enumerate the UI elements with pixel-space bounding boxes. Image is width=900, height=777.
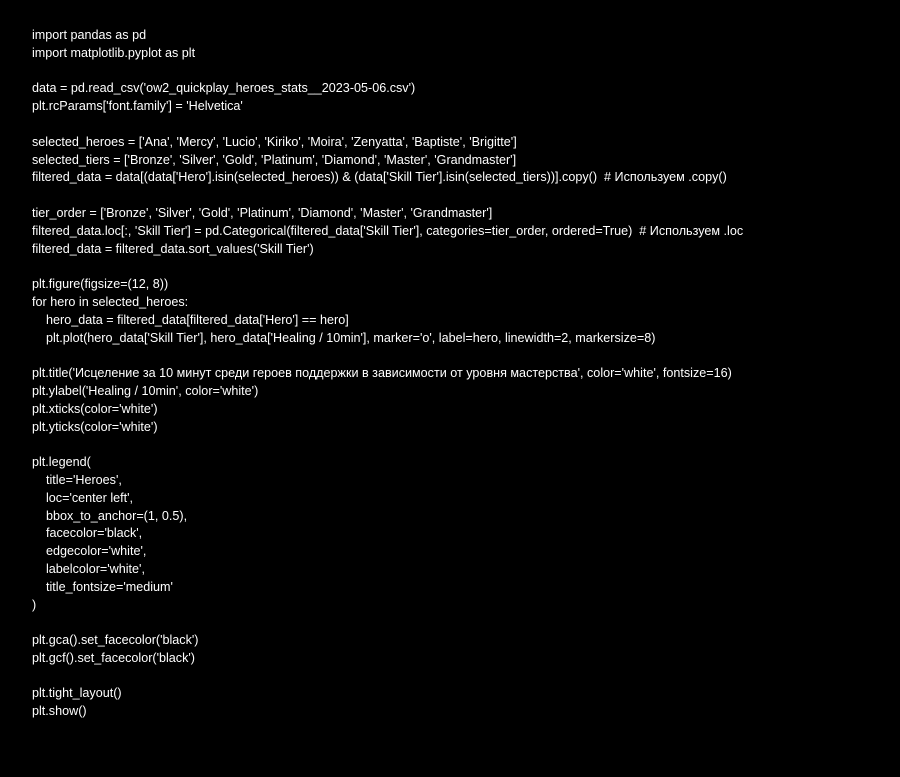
code-line: selected_tiers = ['Bronze', 'Silver', 'Gold', 'Platinum', 'Diamond', 'Master', 'Grandmaster'] [32,152,517,167]
code-line: data = pd.read_csv('ow2_quickplay_heroes_stats__2023-05-06.csv') [32,81,416,96]
code-line: plt.legend( [32,455,91,470]
code-line: plt.figure(figsize=(12, 8)) [32,277,169,292]
code-line: filtered_data = data[(data['Hero'].isin(selected_heroes)) & (data['Skill Tier'].isin(selected_tiers))].copy() # Используем .copy() [32,170,727,185]
code-line: plt.ylabel('Healing / 10min', color='white') [32,383,259,398]
code-line [32,436,892,454]
code-line: hero_data = filtered_data[filtered_data['Hero'] == hero] [32,312,349,327]
code-line: plt.title('Исцеление за 10 минут среди героев поддержки в зависимости от уровня мастерства', color='white', fontsize=16) [32,366,732,381]
code-line: filtered_data.loc[:, 'Skill Tier'] = pd.Categorical(filtered_data['Skill Tier'], categories=tier_order, ordered=True) # Используем .loc [32,223,744,238]
code-line: title_fontsize='medium' [32,579,173,594]
code-line [32,347,892,365]
code-line: loc='center left', [32,490,134,505]
code-line [32,668,892,686]
code-line: tier_order = ['Bronze', 'Silver', 'Gold', 'Platinum', 'Diamond', 'Master', 'Grandmaster'] [32,205,493,220]
code-line: facecolor='black', [32,526,143,541]
code-line: import matplotlib.pyplot as plt [32,45,196,60]
code-line: plt.xticks(color='white') [32,401,158,416]
code-line: plt.rcParams['font.family'] = 'Helvetica' [32,99,243,114]
code-line: plt.tight_layout() [32,686,122,701]
code-line [32,63,892,81]
code-line [32,187,892,205]
code-line [32,116,892,134]
code-editor[interactable] [32,27,892,721]
code-line: import pandas as pd [32,28,147,42]
code-line: ) [32,597,37,612]
code-line: plt.gcf().set_facecolor('black') [32,650,195,665]
code-line: filtered_data = filtered_data.sort_values('Skill Tier') [32,241,314,256]
code-line [32,614,892,632]
code-line: title='Heroes', [32,472,122,487]
code-line: edgecolor='white', [32,544,147,559]
code-line: plt.gca().set_facecolor('black') [32,633,199,648]
code-line: labelcolor='white', [32,561,145,576]
code-line [32,258,892,276]
code-line: bbox_to_anchor=(1, 0.5), [32,508,188,523]
code-line: plt.yticks(color='white') [32,419,158,434]
code-line: for hero in selected_heroes: [32,294,189,309]
code-line: plt.show() [32,704,87,719]
code-line: plt.plot(hero_data['Skill Tier'], hero_data['Healing / 10min'], marker='o', label=hero, linewidth=2, markersize=8) [32,330,656,345]
code-line: selected_heroes = ['Ana', 'Mercy', 'Lucio', 'Kiriko', 'Moira', 'Zenyatta', 'Baptiste', 'Brigitte'] [32,134,517,149]
